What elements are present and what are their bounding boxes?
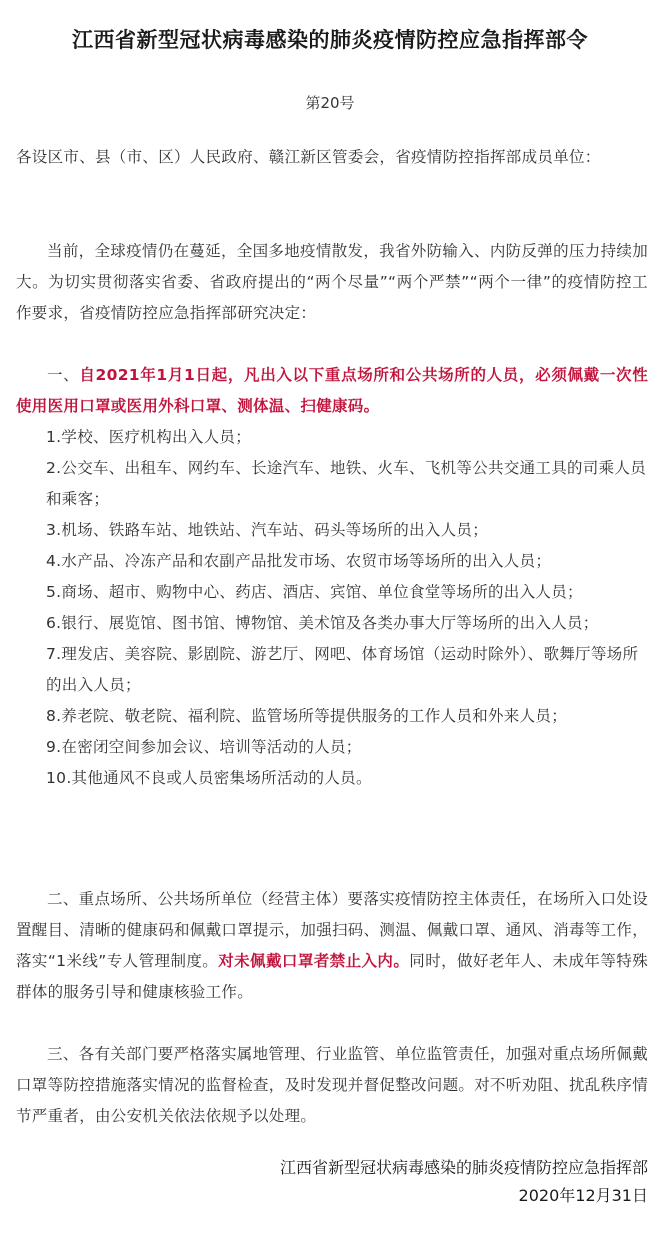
list-item: 7.理发店、美容院、影剧院、游艺厅、网吧、体育场馆（运动时除外）、歌舞厅等场所的出入人员； [46, 645, 639, 694]
section-2-emphasis: 对未佩戴口罩者禁止入内。 [218, 952, 410, 970]
document-number: 第20号 [305, 94, 355, 112]
list-item: 10.其他通风不良或人员密集场所活动的人员。 [46, 769, 372, 787]
section-1-emphasis: 自2021年1月1日起，凡出入以下重点场所和公共场所的人员，必须佩戴一次性使用医用口罩或医用外科口罩、测体温、扫健康码。 [16, 366, 649, 415]
section-2-text: 二、重点场所、公共场所单位（经营主体）要落实疫情防控主体责任，在场所入口处设置醒目、清晰的健康码和佩戴口罩提示，加强扫码、测温、佩戴口罩、通风、消毒等工作，落实“1米线”专人管理制度。 [16, 890, 649, 970]
section-3-paragraph: 三、各有关部门要严格落实属地管理、行业监管、单位监管责任，加强对重点场所佩戴口罩等防控措施落实情况的监督检查，及时发现并督促整改问题。对不听劝阻、扰乱秩序情节严重者，由公安机关依法依规予以处理。 [16, 1045, 649, 1125]
section-2-tail: 同时，做好老年人、未成年等特殊群体的服务引导和健康核验工作。 [16, 952, 648, 1001]
recipients-paragraph: 各设区市、县（市、区）人民政府、赣江新区管委会，省疫情防控指挥部成员单位： [16, 148, 601, 166]
section-1-prefix: 一、 [47, 366, 80, 384]
document-title: 江西省新型冠状病毒感染的肺炎疫情防控应急指挥部令 [72, 28, 588, 52]
list-item: 9.在密闭空间参加会议、培训等活动的人员； [46, 738, 362, 756]
list-item: 4.水产品、冷冻产品和农副产品批发市场、农贸市场等场所的出入人员； [46, 552, 552, 570]
list-item: 2.公交车、出租车、网约车、长途汽车、地铁、火车、飞机等公共交通工具的司乘人员和乘客； [46, 459, 646, 508]
list-item: 1.学校、医疗机构出入人员； [46, 428, 251, 446]
list-item: 8.养老院、敬老院、福利院、监管场所等提供服务的工作人员和外来人员； [46, 707, 567, 725]
list-item: 6.银行、展览馆、图书馆、博物馆、美术馆及各类办事大厅等场所的出入人员； [46, 614, 599, 632]
section-1-paragraph [16, 360, 648, 422]
intro-paragraph: 当前，全球疫情仍在蔓延，全国多地疫情散发，我省外防输入、内防反弹的压力持续加大。为切实贯彻落实省委、省政府提出的“两个尽量”“两个严禁”“两个一律”的疫情防控工作要求，省疫情防控应急指挥部研究决定： [16, 242, 648, 322]
venue-list [46, 422, 648, 794]
section-2-paragraph [16, 884, 648, 1008]
signature-org: 江西省新型冠状病毒感染的肺炎疫情防控应急指挥部 [279, 1158, 648, 1177]
signature-date: 2020年12月31日 [518, 1186, 648, 1205]
list-item: 5.商场、超市、购物中心、药店、酒店、宾馆、单位食堂等场所的出入人员； [46, 583, 583, 601]
signature-block [280, 1154, 648, 1210]
list-item: 3.机场、铁路车站、地铁站、汽车站、码头等场所的出入人员； [46, 521, 488, 539]
